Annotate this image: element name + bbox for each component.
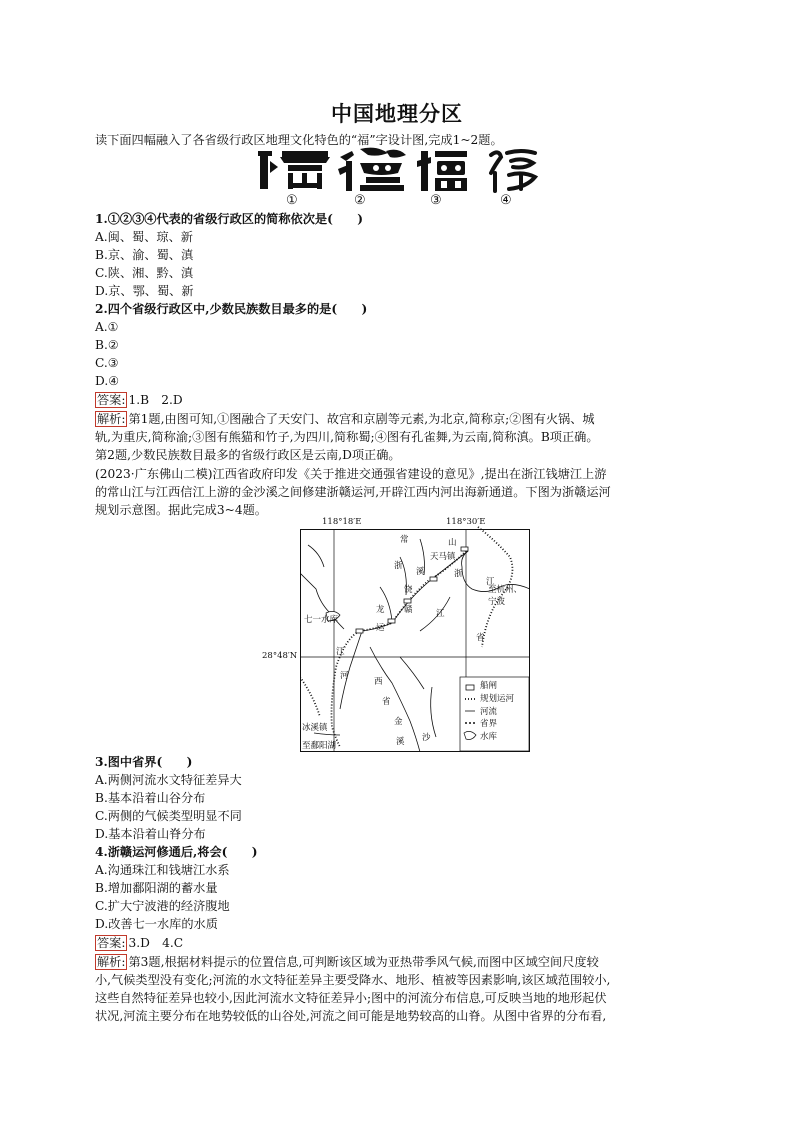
question-4-stem: 4.浙赣运河修通后,将会( ) [95, 845, 258, 859]
map-lon-label-1: 118°18′E [322, 517, 362, 527]
question-1-option-d: D.京、鄂、蜀、新 [95, 284, 194, 298]
map-legend-river: 河流 [480, 707, 498, 717]
map-legend-lock: 船闸 [480, 681, 498, 691]
map-char-11: 运 [376, 623, 385, 633]
analysis-block-1-line-2: 轨,为重庆,简称渝;③图有熊猫和竹子,为四川,简称蜀;④图有孔雀舞,为云南,简称滇。B项正确。 [95, 430, 599, 444]
map-char-18: 溪 [396, 737, 405, 747]
canal-planning-map [262, 517, 530, 752]
map-char-14: 河 [340, 671, 349, 681]
question-4-option-b: B.增加鄱阳湖的蓄水量 [95, 881, 218, 895]
question-1-option-a: A.闽、蜀、琼、新 [95, 230, 193, 244]
analysis-text: 第3题,根据材料提示的位置信息,可判断该区域为亚热带季风气候,而图中区域空间尺度较 [128, 955, 599, 969]
map-char-3: 浙 [394, 561, 403, 571]
answer-block-1 [95, 392, 183, 409]
question-1-option-b: B.京、渝、蜀、滇 [95, 248, 194, 262]
passage-line-3: 规划示意图。据此完成3~4题。 [95, 503, 267, 517]
map-char-13: 江 [336, 647, 345, 657]
analysis-block-2-line-4: 状况,河流主要分布在地势较低的山谷处,河流之间可能是地势较高的山脊。从图中省界的分布看, [95, 1009, 607, 1023]
map-char-8: 龙 [376, 605, 385, 615]
question-3-option-d: D.基本沿着山脊分布 [95, 827, 206, 841]
answer-tag: 答案: [97, 936, 126, 950]
map-legend-canal: 规划运河 [480, 694, 515, 704]
question-2-option-a: A.① [95, 320, 119, 334]
question-2-option-c: C.③ [95, 356, 119, 370]
fu-label-3: ③ [430, 193, 442, 208]
analysis-tag: 解析: [97, 412, 126, 426]
answer-text: 1.B 2.D [128, 393, 183, 407]
question-3-stem: 3.图中省界( ) [95, 755, 193, 769]
answer-text: 3.D 4.C [128, 936, 184, 950]
map-to-poyang: 至鄱阳湖 [302, 741, 337, 751]
question-2-option-d: D.④ [95, 374, 120, 388]
map-lat-label: 28°48′N [262, 651, 298, 661]
map-legend-border: 省界 [480, 719, 498, 729]
page-title: 中国地理分区 [331, 102, 463, 126]
map-char-9: 赣 [404, 605, 413, 615]
map-char-2: 山 [448, 538, 457, 548]
analysis-block-2-line-3: 这些自然特征差异也较小,因此河流水文特征差异小;图中的河流分布信息,可反映当地的地形起伏 [95, 991, 607, 1005]
map-char-4: 溪 [416, 567, 425, 577]
analysis-tag: 解析: [97, 955, 126, 969]
question-2-stem: 2.四个省级行政区中,少数民族数目最多的是( ) [95, 302, 368, 316]
fu-sichuan-illustration [417, 147, 469, 193]
map-char-19: 沙 [422, 733, 431, 743]
answer-tag: 答案: [97, 393, 126, 407]
analysis-block-1-line-1 [95, 411, 595, 428]
question-2-option-b: B.② [95, 338, 119, 352]
question-1-stem: 1.①②③④代表的省级行政区的简称依次是( ) [95, 212, 364, 226]
passage-line-2: 的常山江与江西信江上游的金沙溪之间修建浙赣运河,开辟江西内河出海新通道。下图为浙赣运河 [95, 485, 611, 499]
map-char-10: 江 [436, 609, 445, 619]
question-1-option-c: C.陕、湘、黔、滇 [95, 266, 194, 280]
map-place-tianma: 天马镇 [430, 552, 456, 562]
fu-label-1: ① [286, 193, 298, 208]
map-place-bingxi: 冰溪镇 [302, 723, 328, 733]
map-char-16: 省 [382, 697, 391, 707]
analysis-text: 第1题,由图可知,①图融合了天安门、故宫和京剧等元素,为北京,简称京;②图有火锅、城 [128, 412, 595, 426]
answer-block-2 [95, 935, 183, 952]
map-char-1: 常 [400, 535, 409, 545]
question-4-option-a: A.沟通珠江和钱塘江水系 [95, 863, 230, 877]
passage-line-1: (2023·广东佛山二模)江西省政府印发《关于推进交通强省建设的意见》,提出在浙江钱塘江上游 [95, 467, 607, 481]
question-3-option-c: C.两侧的气候类型明显不同 [95, 809, 242, 823]
analysis-block-1-line-3: 第2题,少数民族数目最多的省级行政区是云南,D项正确。 [95, 448, 401, 462]
intro-text: 读下面四幅融入了各省级行政区地理文化特色的“福”字设计图,完成1~2题。 [95, 133, 503, 147]
question-3-option-a: A.两侧河流水文特征差异大 [95, 773, 242, 787]
map-legend-reservoir: 水库 [480, 732, 498, 742]
fu-label-4: ④ [500, 193, 512, 208]
map-place-qiyi-reservoir: 七一水库 [304, 615, 339, 625]
map-lon-label-2: 118°30′E [446, 517, 486, 527]
fu-chongqing-illustration [338, 147, 408, 193]
fu-yunnan-illustration [485, 147, 539, 193]
question-4-option-c: C.扩大宁波港的经济腹地 [95, 899, 230, 913]
map-char-6: 江 [486, 577, 495, 587]
question-4-option-d: D.改善七一水库的水质 [95, 917, 218, 931]
question-3-option-b: B.基本沿着山谷分布 [95, 791, 206, 805]
analysis-block-2-line-2: 小,气候类型没有变化;河流的水文特征差异主要受降水、地形、植被等因素影响,该区域范围较小, [95, 973, 611, 987]
fu-label-2: ② [354, 193, 366, 208]
map-char-5: 浙 [454, 569, 463, 579]
analysis-block-2-line-1 [95, 954, 599, 971]
map-char-7: 饶 [404, 585, 413, 595]
map-to-hangzhou: 至杭州、 宁波 [488, 585, 523, 607]
map-char-15: 西 [374, 677, 383, 687]
map-char-12: 省 [476, 633, 485, 643]
map-char-17: 金 [394, 717, 403, 727]
fu-beijing-illustration [258, 147, 330, 193]
